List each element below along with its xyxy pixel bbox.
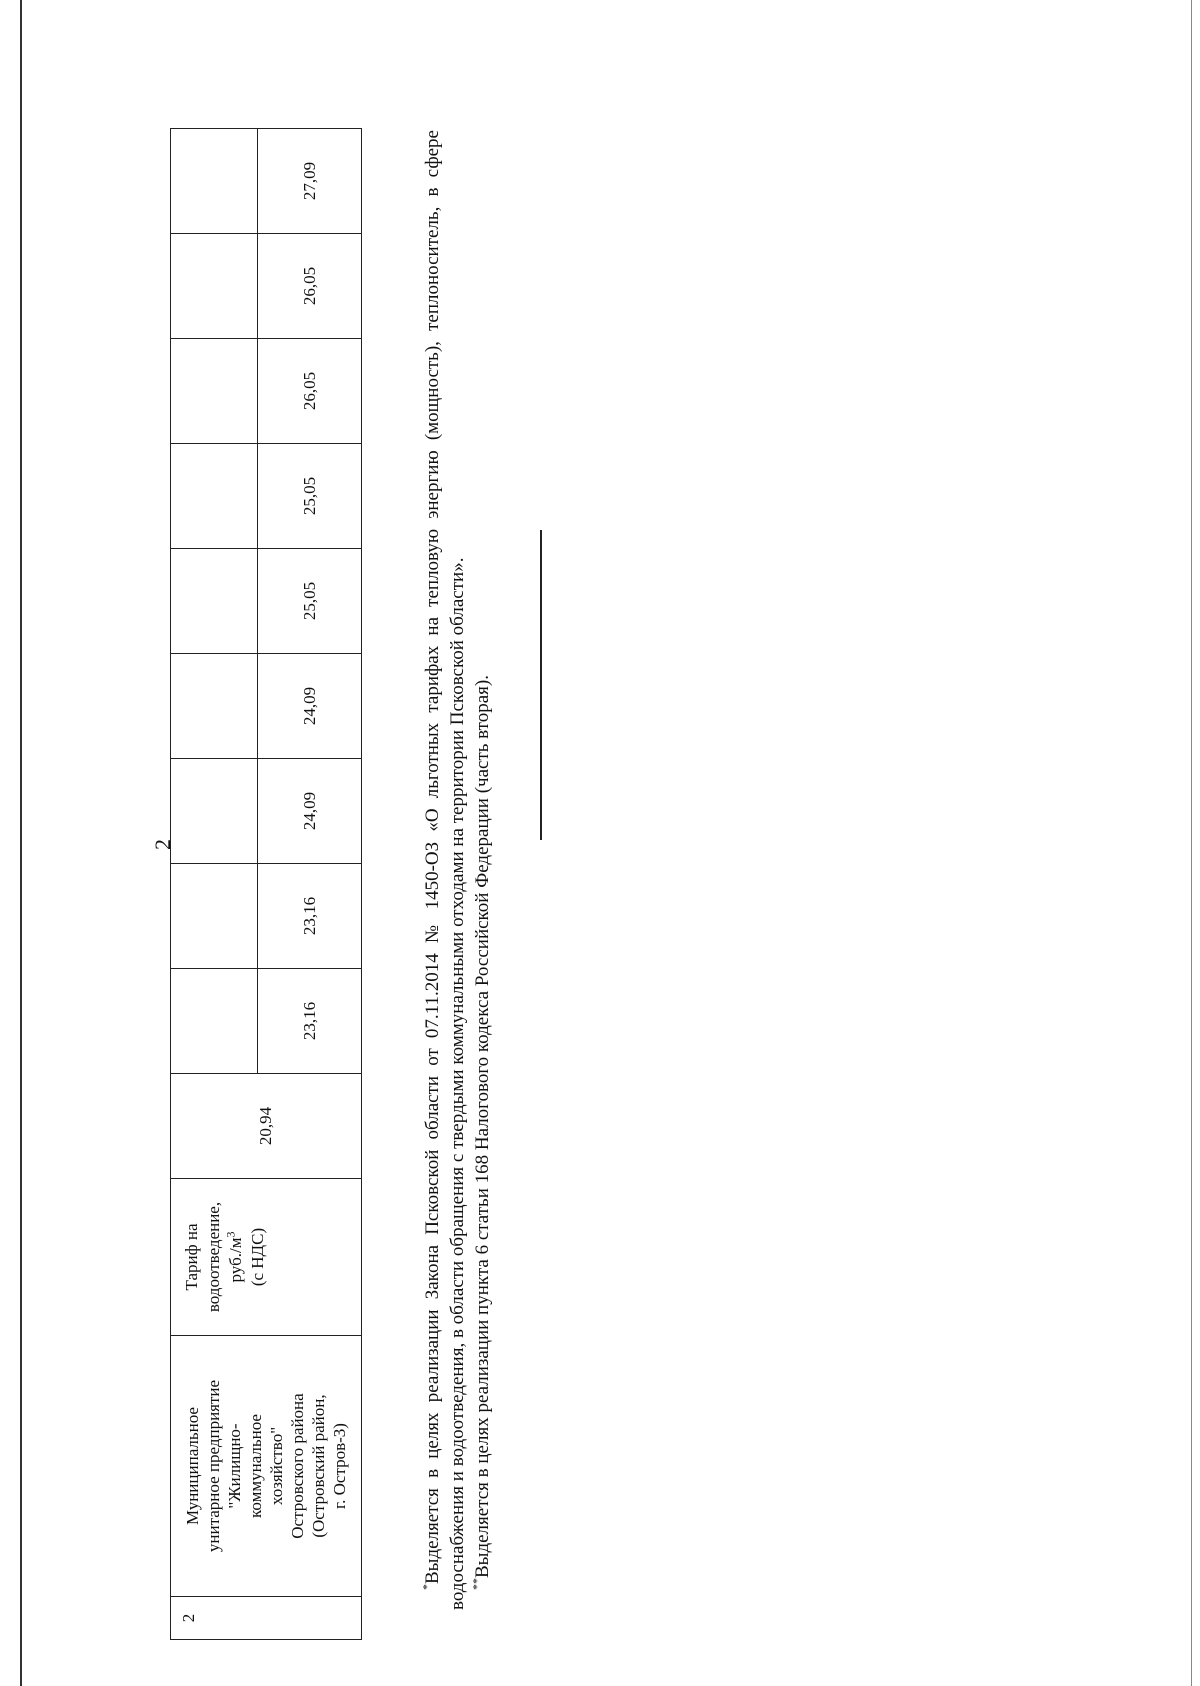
tariff-value-cell: 26,05: [258, 339, 362, 444]
organization-cell: [171, 1336, 362, 1597]
empty-cell: [171, 339, 258, 444]
tariff-label-line: водоотведение,: [204, 1201, 223, 1313]
tariff-value-cell: 25,05: [258, 549, 362, 654]
separator-line: [540, 530, 542, 840]
footnote-text: Выделяется в целях реализации Закона Псковской области от 07.11.2014 № 1450-ОЗ «О льготных тарифах на тепловую энергию (мощность), теплоноситель, в сфере водоснабжения и водоотведения, в области обращения с твердыми коммунальными отходами на территории Псковской области».: [422, 130, 468, 1610]
tariff-value-cell: 25,05: [258, 444, 362, 549]
tariff-label-cell: [171, 1179, 362, 1336]
tariff-unit: руб./м: [226, 1237, 245, 1283]
empty-cell: [171, 444, 258, 549]
empty-cell: [171, 654, 258, 759]
empty-cell: [171, 969, 258, 1074]
org-line: (Островский район,: [309, 1394, 328, 1538]
tariff-value-cell: 23,16: [258, 969, 362, 1074]
tariff-value-cell: 23,16: [258, 864, 362, 969]
tariff-value-cell: 24,09: [258, 759, 362, 864]
tariff-value-cell: 26,05: [258, 234, 362, 339]
org-line: Островского района: [288, 1393, 307, 1539]
org-line: коммунальное: [246, 1414, 265, 1518]
footnote-1: [420, 130, 470, 1610]
tariff-unit-superscript: 3: [223, 1231, 238, 1238]
tariff-label-line: [225, 1179, 247, 1335]
org-line: унитарное предприятие: [204, 1379, 223, 1553]
footnote-2: [470, 130, 495, 1610]
empty-cell: [171, 234, 258, 339]
page-border-right: [1191, 0, 1192, 1686]
footnote-text: Выделяется в целях реализации пункта 6 статьи 168 Налогового кодекса Российской Федерации (часть вторая).: [472, 675, 493, 1578]
org-line: г. Остров-3): [330, 1423, 349, 1509]
tariff-value-cell: 27,09: [258, 129, 362, 234]
tariff-value-cell: 24,09: [258, 654, 362, 759]
footnotes: [420, 130, 495, 1610]
table-row: [171, 129, 258, 1640]
empty-cell: [171, 549, 258, 654]
tariff-label-line: (с НДС): [248, 1227, 267, 1287]
footnote-marker: *: [419, 1584, 434, 1590]
org-line: Муниципальное: [183, 1407, 202, 1525]
empty-cell: [171, 864, 258, 969]
tariff-label-line: Тариф на: [182, 1223, 201, 1291]
org-line: "Жилищно-: [225, 1423, 244, 1509]
footnote-marker: **: [469, 1578, 484, 1590]
rotated-page: [20, 40, 1120, 1640]
org-line: хозяйство": [267, 1426, 286, 1506]
tariff-table: [170, 128, 362, 1640]
empty-cell: [171, 759, 258, 864]
empty-cell: [171, 129, 258, 234]
tariff-value-cell: 20,94: [171, 1074, 362, 1179]
row-number-cell: 2: [171, 1597, 362, 1640]
page-number: 2: [150, 839, 175, 850]
